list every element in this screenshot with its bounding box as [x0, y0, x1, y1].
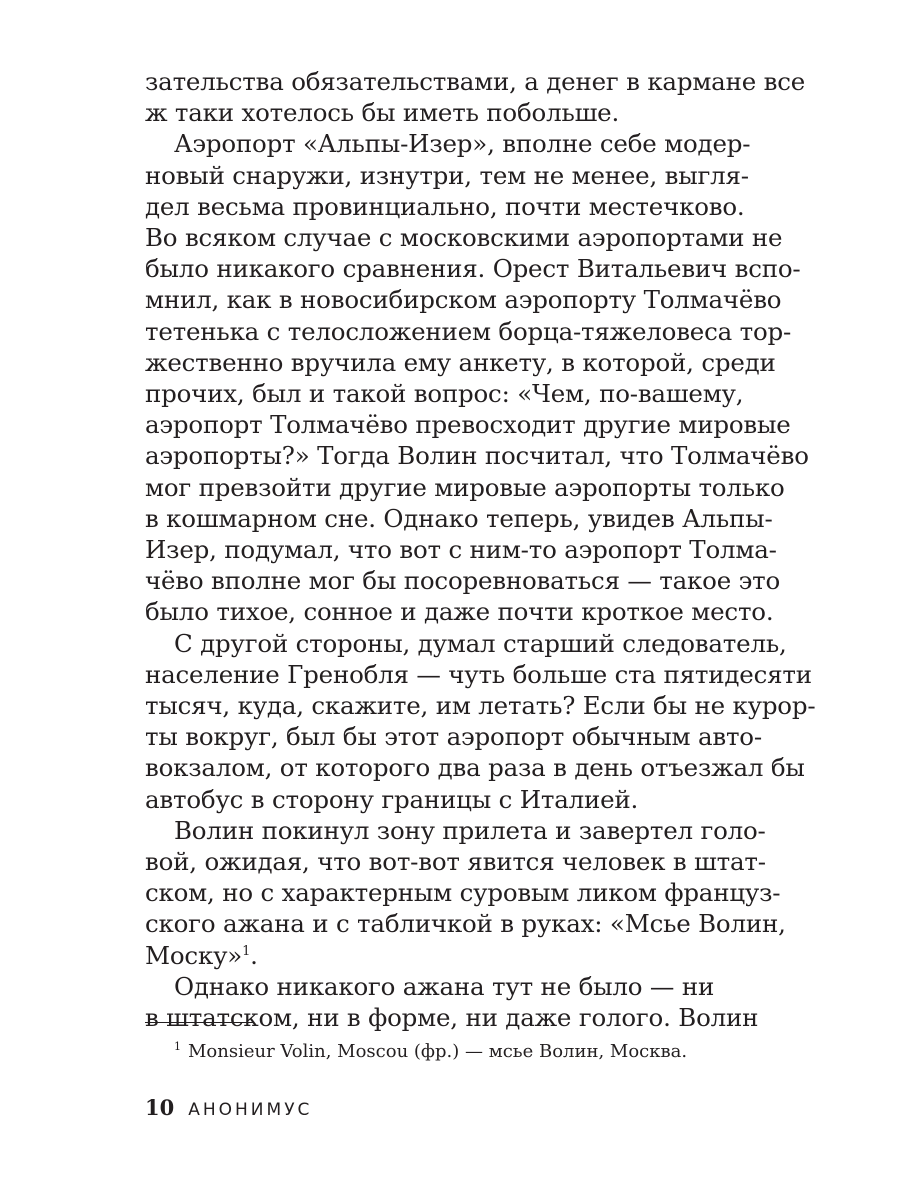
text-line: [145, 690, 816, 722]
text-line: [145, 659, 812, 691]
text-line: [145, 284, 782, 316]
text-line-content: прочих, был и такой вопрос: «Чем, по-вашему,: [145, 379, 744, 408]
text-line: [145, 721, 762, 753]
text-line: [145, 846, 766, 878]
text-line: [145, 222, 783, 254]
text-line-content: ском, но с характерным суровым ликом француз-: [145, 878, 781, 908]
footnote-number: 1: [174, 1040, 181, 1053]
text-line-content: чёво вполне мог бы посоревноваться — такое это: [145, 566, 781, 596]
text-line: [145, 784, 710, 816]
text-line-content: ты вокруг, был бы этот аэропорт обычным авто-: [145, 722, 762, 752]
text-line: [145, 534, 777, 566]
footnote-divider: [145, 1022, 253, 1023]
text-line-content: аэропорт Толмачёво превосходит другие мировые: [145, 410, 791, 440]
text-line-content: жественно вручила ему анкету, в которой, среди: [145, 347, 776, 377]
text-line-content: в штатском, ни в форме, ни даже голого. Волин: [145, 1003, 759, 1032]
text-line-content: тысяч, куда, скажите, им летать? Если бы не курор-: [145, 691, 816, 720]
text-line: [174, 628, 787, 660]
sentence-period: .: [250, 940, 258, 970]
text-line: [145, 440, 809, 472]
text-line: [145, 908, 786, 940]
text-line: [145, 160, 749, 192]
text-line-content: автобус в сторону границы с Италией.: [145, 784, 639, 814]
text-line-content: Волин покинул зону прилета и завертел голо-: [174, 815, 766, 845]
footnote-reference: 1: [242, 943, 251, 959]
text-line-content: Аэропорт «Альпы-Изер», вполне себе модер-: [174, 129, 751, 159]
running-author: АНОНИМУС: [188, 1100, 313, 1120]
text-line-content: Изер, подумал, что вот с ним-то аэропорт Толма-: [145, 535, 777, 564]
text-line-content: тетенька с телосложением борца-тяжеловеса тор-: [145, 316, 792, 346]
footnote: [174, 1040, 714, 1064]
text-line-content: новый снаружи, изнутри, тем не менее, выгля-: [145, 160, 749, 190]
text-line-content: вокзалом, от которого два раза в день отъезжал бы: [145, 753, 805, 783]
running-footer: [145, 1093, 312, 1123]
text-line-content: зательства обязательствами, а денег в кармане все: [145, 67, 806, 96]
text-line-content: в кошмарном сне. Однако теперь, увидев Альпы-: [145, 503, 773, 533]
text-line: [145, 66, 806, 98]
text-line-content: Во всяком случае с московскими аэропортами не: [145, 223, 783, 252]
text-line-content: мог превзойти другие мировые аэропорты только: [145, 472, 785, 502]
text-line: [145, 752, 805, 784]
text-line-content: вой, ожидая, что вот-вот явится человек в штат-: [145, 847, 766, 876]
text-line: [145, 1002, 759, 1034]
text-line-content: ж таки хотелось бы иметь побольше.: [145, 98, 620, 128]
text-line-content: дел весьма провинциально, почти местечково.: [145, 191, 745, 221]
text-line: [145, 253, 801, 285]
text-line-content: Моску»: [145, 940, 243, 970]
text-line-content: аэропорты?» Тогда Волин посчитал, что Толмачёво: [145, 441, 809, 471]
text-line-content: было тихое, сонное и даже почти кроткое место.: [145, 597, 774, 627]
text-line: [145, 877, 781, 909]
text-line: [145, 940, 710, 972]
text-line-content: было никакого сравнения. Орест Витальевич вспо-: [145, 254, 801, 284]
text-line-content: мнил, как в новосибирском аэропорту Толмачёво: [145, 285, 782, 315]
text-line: [145, 347, 776, 379]
text-line: [145, 316, 792, 348]
text-line-content: население Гренобля — чуть больше ста пятидесяти: [145, 659, 812, 689]
text-line: [174, 815, 766, 847]
text-line: [174, 971, 715, 1003]
text-line: [145, 378, 744, 410]
text-line: [145, 191, 745, 223]
text-line: [145, 472, 785, 504]
text-line: [145, 565, 781, 597]
text-line: [145, 503, 773, 535]
footnote-text: Monsieur Volin, Moscou (фр.) — мсье Волин, Москва.: [188, 1041, 688, 1062]
text-line-content: Однако никакого ажана тут не было — ни: [174, 971, 715, 1001]
text-line: [145, 97, 710, 129]
text-line: [145, 596, 774, 628]
text-line: [145, 409, 791, 441]
text-line-content: С другой стороны, думал старший следователь,: [174, 628, 787, 658]
text-line-content: ского ажана и с табличкой в руках: «Мсье Волин,: [145, 909, 786, 939]
text-line: [174, 128, 751, 160]
page-number: 10: [145, 1095, 175, 1120]
